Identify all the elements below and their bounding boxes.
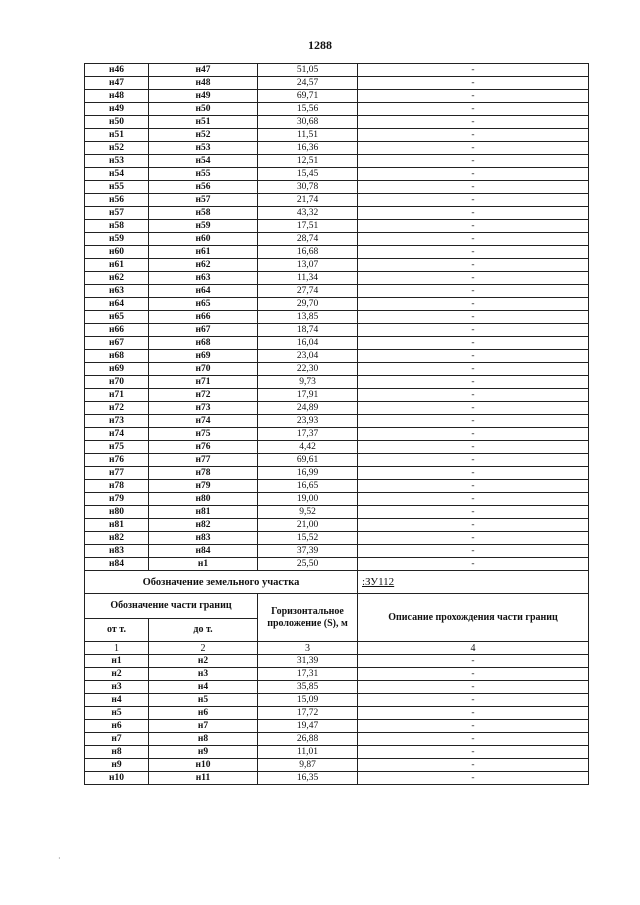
cell-length: 9,52 xyxy=(258,506,358,519)
table-row xyxy=(85,707,589,720)
cell-description: - xyxy=(358,207,589,220)
cell-to: н71 xyxy=(149,376,258,389)
table-row xyxy=(85,441,589,454)
cell-to: н60 xyxy=(149,233,258,246)
cell-description: - xyxy=(358,694,589,707)
cell-from: н68 xyxy=(85,350,149,363)
cell-to: н52 xyxy=(149,129,258,142)
cell-length: 22,30 xyxy=(258,363,358,376)
cell-to: н49 xyxy=(149,90,258,103)
table-row xyxy=(85,311,589,324)
cell-description: - xyxy=(358,655,589,668)
table-row xyxy=(85,668,589,681)
cell-to: н65 xyxy=(149,298,258,311)
cell-length: 15,52 xyxy=(258,532,358,545)
cell-to: н78 xyxy=(149,467,258,480)
table-row xyxy=(85,363,589,376)
cell-to: н75 xyxy=(149,428,258,441)
cell-length: 19,00 xyxy=(258,493,358,506)
table-row xyxy=(85,337,589,350)
cell-to: н81 xyxy=(149,506,258,519)
cell-from: н53 xyxy=(85,155,149,168)
cell-description: - xyxy=(358,772,589,785)
header-horizontal: Горизонтальное проложение (S), м xyxy=(258,594,358,642)
cell-description: - xyxy=(358,428,589,441)
cell-description: - xyxy=(358,720,589,733)
cell-to: н53 xyxy=(149,142,258,155)
cell-from: н78 xyxy=(85,480,149,493)
table-row xyxy=(85,350,589,363)
cell-length: 27,74 xyxy=(258,285,358,298)
cell-description: - xyxy=(358,90,589,103)
cell-description: - xyxy=(358,285,589,298)
cell-length: 24,57 xyxy=(258,77,358,90)
table-row xyxy=(85,454,589,467)
cell-description: - xyxy=(358,181,589,194)
table-row xyxy=(85,246,589,259)
table-row xyxy=(85,733,589,746)
table-row xyxy=(85,259,589,272)
cell-to: н76 xyxy=(149,441,258,454)
cell-from: н51 xyxy=(85,129,149,142)
cell-length: 29,70 xyxy=(258,298,358,311)
cell-to: н70 xyxy=(149,363,258,376)
cell-description: - xyxy=(358,259,589,272)
cell-description: - xyxy=(358,519,589,532)
cell-description: - xyxy=(358,311,589,324)
cell-from: н3 xyxy=(85,681,149,694)
cell-from: н10 xyxy=(85,772,149,785)
cell-length: 11,01 xyxy=(258,746,358,759)
cell-to: н67 xyxy=(149,324,258,337)
table-row xyxy=(85,681,589,694)
cell-from: н69 xyxy=(85,363,149,376)
table-row xyxy=(85,64,589,77)
cell-to: н80 xyxy=(149,493,258,506)
table-row xyxy=(85,746,589,759)
table-row xyxy=(85,389,589,402)
cell-length: 23,93 xyxy=(258,415,358,428)
table-row xyxy=(85,155,589,168)
cell-from: н81 xyxy=(85,519,149,532)
table-row xyxy=(85,493,589,506)
cell-from: н52 xyxy=(85,142,149,155)
cell-length: 13,85 xyxy=(258,311,358,324)
table-row xyxy=(85,103,589,116)
page-number: 1288 xyxy=(308,38,332,52)
cell-from: н7 xyxy=(85,733,149,746)
cell-description: - xyxy=(358,480,589,493)
cell-from: н64 xyxy=(85,298,149,311)
cell-from: н84 xyxy=(85,558,149,571)
cell-description: - xyxy=(358,103,589,116)
cell-description: - xyxy=(358,194,589,207)
cell-length: 9,73 xyxy=(258,376,358,389)
cell-description: - xyxy=(358,168,589,181)
cell-to: н58 xyxy=(149,207,258,220)
cell-length: 15,45 xyxy=(258,168,358,181)
cell-description: - xyxy=(358,77,589,90)
cell-from: н65 xyxy=(85,311,149,324)
cell-length: 69,61 xyxy=(258,454,358,467)
cell-to: н6 xyxy=(149,707,258,720)
cell-from: н83 xyxy=(85,545,149,558)
cell-description: - xyxy=(358,116,589,129)
cell-length: 69,71 xyxy=(258,90,358,103)
cell-from: н66 xyxy=(85,324,149,337)
header-from: от т. xyxy=(85,619,149,642)
cell-to: н59 xyxy=(149,220,258,233)
header-description: Описание прохождения части границ xyxy=(358,594,589,642)
cell-to: н3 xyxy=(149,668,258,681)
parcel-section xyxy=(85,571,589,655)
cell-description: - xyxy=(358,142,589,155)
cell-description: - xyxy=(358,64,589,77)
cell-description: - xyxy=(358,220,589,233)
cell-length: 30,68 xyxy=(258,116,358,129)
parcel-id: :ЗУ112 xyxy=(358,571,589,594)
parcel-row xyxy=(85,571,589,594)
cell-description: - xyxy=(358,759,589,772)
table-row xyxy=(85,90,589,103)
cell-description: - xyxy=(358,746,589,759)
cell-length: 51,05 xyxy=(258,64,358,77)
cell-to: н83 xyxy=(149,532,258,545)
cell-length: 43,32 xyxy=(258,207,358,220)
cell-length: 15,09 xyxy=(258,694,358,707)
cell-description: - xyxy=(358,376,589,389)
cell-length: 24,89 xyxy=(258,402,358,415)
cell-to: н56 xyxy=(149,181,258,194)
cell-from: н61 xyxy=(85,259,149,272)
header-boundary-part: Обозначение части границ xyxy=(85,594,258,619)
table-row xyxy=(85,415,589,428)
cell-description: - xyxy=(358,324,589,337)
cell-to: н66 xyxy=(149,311,258,324)
header-to: до т. xyxy=(149,619,258,642)
table-row xyxy=(85,759,589,772)
cell-description: - xyxy=(358,441,589,454)
cell-description: - xyxy=(358,350,589,363)
cell-to: н5 xyxy=(149,694,258,707)
cell-description: - xyxy=(358,681,589,694)
cell-to: н2 xyxy=(149,655,258,668)
cell-length: 11,34 xyxy=(258,272,358,285)
col-number-3: 3 xyxy=(258,642,358,655)
cell-from: н55 xyxy=(85,181,149,194)
cell-from: н57 xyxy=(85,207,149,220)
table-row xyxy=(85,467,589,480)
cell-length: 17,51 xyxy=(258,220,358,233)
cell-description: - xyxy=(358,337,589,350)
table-row xyxy=(85,519,589,532)
table-row xyxy=(85,428,589,441)
table-row xyxy=(85,558,589,571)
cell-to: н62 xyxy=(149,259,258,272)
cell-description: - xyxy=(358,233,589,246)
cell-from: н4 xyxy=(85,694,149,707)
cell-from: н63 xyxy=(85,285,149,298)
cell-to: н10 xyxy=(149,759,258,772)
cell-length: 12,51 xyxy=(258,155,358,168)
column-number-row xyxy=(85,642,589,655)
cell-description: - xyxy=(358,733,589,746)
boundary-rows-bottom xyxy=(85,655,589,785)
cell-from: н75 xyxy=(85,441,149,454)
table-row xyxy=(85,694,589,707)
table-row xyxy=(85,720,589,733)
cell-to: н61 xyxy=(149,246,258,259)
cell-length: 19,47 xyxy=(258,720,358,733)
cell-length: 28,74 xyxy=(258,233,358,246)
cell-description: - xyxy=(358,415,589,428)
cell-description: - xyxy=(358,155,589,168)
cell-from: н62 xyxy=(85,272,149,285)
scan-mark: · xyxy=(58,854,61,863)
cell-from: н77 xyxy=(85,467,149,480)
cell-length: 13,07 xyxy=(258,259,358,272)
cell-description: - xyxy=(358,506,589,519)
cell-from: н54 xyxy=(85,168,149,181)
cell-description: - xyxy=(358,668,589,681)
cell-length: 16,68 xyxy=(258,246,358,259)
cell-length: 16,99 xyxy=(258,467,358,480)
cell-to: н4 xyxy=(149,681,258,694)
table-row xyxy=(85,194,589,207)
table-row xyxy=(85,129,589,142)
cell-length: 25,50 xyxy=(258,558,358,571)
cell-from: н79 xyxy=(85,493,149,506)
cell-from: н6 xyxy=(85,720,149,733)
cell-to: н11 xyxy=(149,772,258,785)
cell-to: н64 xyxy=(149,285,258,298)
cell-to: н68 xyxy=(149,337,258,350)
cell-length: 17,31 xyxy=(258,668,358,681)
cell-description: - xyxy=(358,129,589,142)
cell-to: н1 xyxy=(149,558,258,571)
cell-length: 35,85 xyxy=(258,681,358,694)
cell-length: 17,91 xyxy=(258,389,358,402)
cell-to: н57 xyxy=(149,194,258,207)
cell-length: 31,39 xyxy=(258,655,358,668)
cell-length: 17,72 xyxy=(258,707,358,720)
cell-to: н77 xyxy=(149,454,258,467)
cell-from: н60 xyxy=(85,246,149,259)
table-row xyxy=(85,545,589,558)
cell-description: - xyxy=(358,298,589,311)
cell-to: н79 xyxy=(149,480,258,493)
boundary-rows-top xyxy=(85,64,589,571)
table-row xyxy=(85,233,589,246)
table-row xyxy=(85,207,589,220)
table-row xyxy=(85,480,589,493)
cell-to: н50 xyxy=(149,103,258,116)
table-row xyxy=(85,181,589,194)
cell-from: н49 xyxy=(85,103,149,116)
cell-description: - xyxy=(358,532,589,545)
cell-length: 26,88 xyxy=(258,733,358,746)
cell-length: 30,78 xyxy=(258,181,358,194)
cell-to: н8 xyxy=(149,733,258,746)
cell-from: н1 xyxy=(85,655,149,668)
cell-to: н74 xyxy=(149,415,258,428)
table-row xyxy=(85,298,589,311)
cell-to: н9 xyxy=(149,746,258,759)
table-row xyxy=(85,220,589,233)
table-row xyxy=(85,168,589,181)
table-row xyxy=(85,324,589,337)
cell-description: - xyxy=(358,363,589,376)
cell-length: 4,42 xyxy=(258,441,358,454)
cell-from: н56 xyxy=(85,194,149,207)
table-row xyxy=(85,532,589,545)
cell-description: - xyxy=(358,707,589,720)
cell-description: - xyxy=(358,272,589,285)
col-number-1: 1 xyxy=(85,642,149,655)
cell-length: 11,51 xyxy=(258,129,358,142)
cell-to: н63 xyxy=(149,272,258,285)
cell-from: н9 xyxy=(85,759,149,772)
cell-length: 16,65 xyxy=(258,480,358,493)
col-number-2: 2 xyxy=(149,642,258,655)
cell-description: - xyxy=(358,545,589,558)
cell-length: 16,36 xyxy=(258,142,358,155)
cell-length: 17,37 xyxy=(258,428,358,441)
cell-to: н72 xyxy=(149,389,258,402)
cell-from: н80 xyxy=(85,506,149,519)
cell-from: н76 xyxy=(85,454,149,467)
cell-length: 21,74 xyxy=(258,194,358,207)
cell-description: - xyxy=(358,558,589,571)
table-row xyxy=(85,655,589,668)
cell-to: н55 xyxy=(149,168,258,181)
table-row xyxy=(85,116,589,129)
cell-description: - xyxy=(358,454,589,467)
cell-from: н50 xyxy=(85,116,149,129)
cell-to: н7 xyxy=(149,720,258,733)
cell-length: 18,74 xyxy=(258,324,358,337)
cell-from: н82 xyxy=(85,532,149,545)
cell-from: н2 xyxy=(85,668,149,681)
table-row xyxy=(85,506,589,519)
cell-length: 21,00 xyxy=(258,519,358,532)
cell-length: 16,35 xyxy=(258,772,358,785)
table-row xyxy=(85,272,589,285)
cell-to: н82 xyxy=(149,519,258,532)
col-number-4: 4 xyxy=(358,642,589,655)
cell-length: 23,04 xyxy=(258,350,358,363)
boundary-table xyxy=(84,63,589,785)
cell-description: - xyxy=(358,389,589,402)
cell-description: - xyxy=(358,402,589,415)
cell-length: 16,04 xyxy=(258,337,358,350)
cell-from: н67 xyxy=(85,337,149,350)
table-row xyxy=(85,142,589,155)
cell-length: 9,87 xyxy=(258,759,358,772)
cell-to: н54 xyxy=(149,155,258,168)
cell-length: 15,56 xyxy=(258,103,358,116)
table-row xyxy=(85,402,589,415)
cell-from: н47 xyxy=(85,77,149,90)
table-row xyxy=(85,772,589,785)
cell-from: н5 xyxy=(85,707,149,720)
cell-from: н70 xyxy=(85,376,149,389)
table-row xyxy=(85,376,589,389)
table-row xyxy=(85,77,589,90)
cell-from: н48 xyxy=(85,90,149,103)
cell-from: н58 xyxy=(85,220,149,233)
header-row-1 xyxy=(85,594,589,619)
cell-description: - xyxy=(358,467,589,480)
cell-from: н46 xyxy=(85,64,149,77)
cell-to: н47 xyxy=(149,64,258,77)
cell-description: - xyxy=(358,246,589,259)
cell-from: н73 xyxy=(85,415,149,428)
cell-length: 37,39 xyxy=(258,545,358,558)
cell-description: - xyxy=(358,493,589,506)
cell-from: н71 xyxy=(85,389,149,402)
table-row xyxy=(85,285,589,298)
cell-to: н69 xyxy=(149,350,258,363)
cell-to: н84 xyxy=(149,545,258,558)
cell-from: н74 xyxy=(85,428,149,441)
cell-from: н59 xyxy=(85,233,149,246)
cell-from: н8 xyxy=(85,746,149,759)
cell-from: н72 xyxy=(85,402,149,415)
cell-to: н51 xyxy=(149,116,258,129)
parcel-label: Обозначение земельного участка xyxy=(85,571,358,594)
cell-to: н73 xyxy=(149,402,258,415)
cell-to: н48 xyxy=(149,77,258,90)
